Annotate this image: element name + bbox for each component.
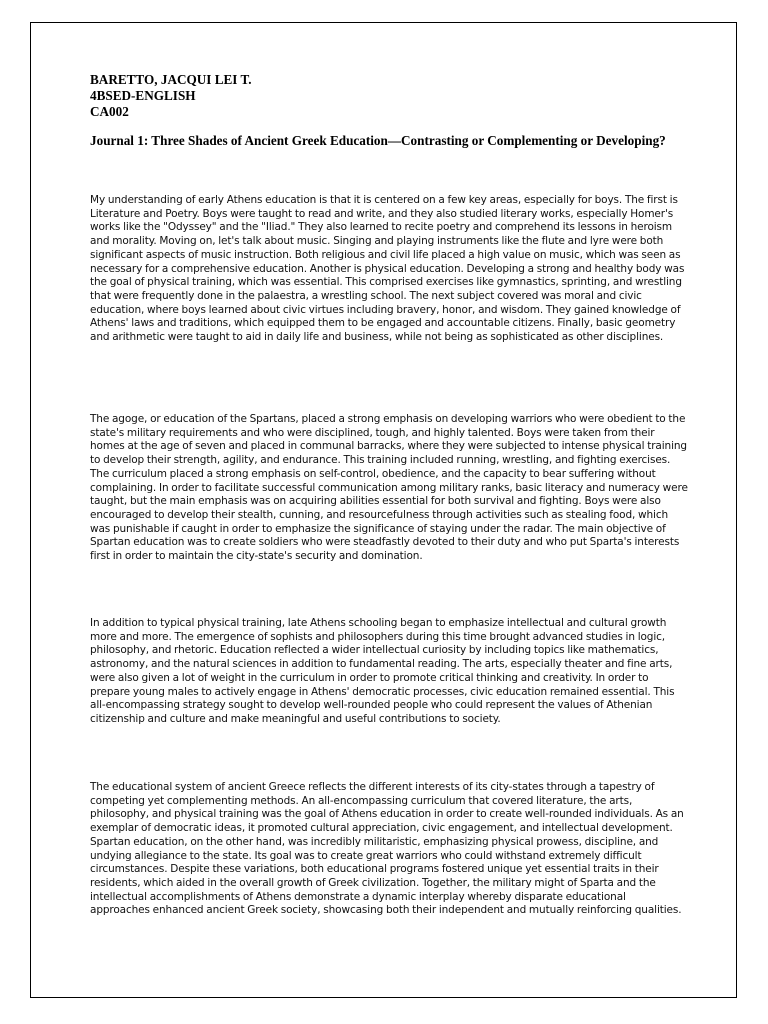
student-section: CA002: [90, 104, 129, 119]
student-header: [90, 72, 690, 120]
paragraph-early-athens: My understanding of early Athens education is that it is centered on a few key areas, especially for boys. The first is Literature and Poetry. Boys were taught to read and write, and they also studied literary works, especially Homer's works like the "Odyssey" and the "Iliad." They also learned to recite poetry and comprehend its lessons in heroism and morality. Moving on, let's talk about music. Singing and playing instruments like the flute and lyre were both significant aspects of music instruction. Both religious and civil life placed a high value on music, which was seen as necessary for a comprehensive education. Another is physical education. Developing a strong and healthy body was the goal of physical training, which was essential. This comprised exercises like gymnastics, sprinting, and wrestling that were frequently done in the palaestra, a wrestling school. The next subject covered was moral and civic education, where boys learned about civic virtues including bravery, honor, and wisdom. They gained knowledge of Athens' laws and traditions, which equipped them to be engaged and accountable citizens. Finally, basic geometry and arithmetic were taught to aid in daily life and business, while not being as sophisticated as other disciplines.: [90, 194, 685, 344]
paragraph-sparta: The agoge, or education of the Spartans, placed a strong emphasis on developing warriors who were obedient to the state's military requirements and who were disciplined, tough, and highly talented. Boys were taken from their homes at the age of seven and placed in communal barracks, where they were subjected to intense physical training to develop their strength, agility, and endurance. This training included running, wrestling, and fighting exercises. The curriculum placed a strong emphasis on self-control, obedience, and the capacity to bear suffering without complaining. In order to facilitate successful communication among military ranks, basic literacy and numeracy were taught, but the main emphasis was on acquiring abilities essential for both survival and fighting. Boys were also encouraged to develop their stealth, cunning, and resourcefulness through activities such as stealing food, which was punishable if caught in order to emphasize the significance of staying under the radar. The main objective of Spartan education was to create soldiers who were steadfastly devoted to their duty and who put Sparta's interests first in order to maintain the city-state's security and domination.: [90, 413, 688, 563]
paragraph-conclusion: The educational system of ancient Greece reflects the different interests of its city-states through a tapestry of competing yet complementing methods. An all-encompassing curriculum that covered literature, the arts, philosophy, and physical training was the goal of Athens education in order to create well-rounded individuals. As an exemplar of democratic ideas, it promoted cultural appreciation, civic engagement, and intellectual development. Spartan education, on the other hand, was incredibly militaristic, emphasizing physical prowess, discipline, and undying allegiance to the state. Its goal was to create great warriors who could withstand extremely difficult circumstances. Despite these variations, both educational programs fostered unique yet essential traits in their residents, which aided in the overall growth of Greek civilization. Together, the military might of Sparta and the intellectual accomplishments of Athens demonstrate a dynamic interplay whereby disparate educational approaches enhanced ancient Greek society, showcasing both their independent and mutually reinforcing qualities.: [90, 781, 684, 917]
student-program: 4BSED-ENGLISH: [90, 88, 196, 103]
student-name: BARETTO, JACQUI LEI T.: [90, 72, 252, 87]
journal-title: Journal 1: Three Shades of Ancient Greek Education—Contrasting or Complementing or Developing?: [90, 133, 666, 148]
paragraph-late-athens: In addition to typical physical training, late Athens schooling began to emphasize intellectual and cultural growth more and more. The emergence of sophists and philosophers during this time brought advanced studies in logic, philosophy, and rhetoric. Education reflected a wider intellectual curiosity by including topics like mathematics, astronomy, and the natural sciences in addition to fundamental reading. The arts, especially theater and fine arts, were also given a lot of weight in the curriculum in order to promote critical thinking and creativity. In order to prepare young males to actively engage in Athens' democratic processes, civic education remained essential. This all-encompassing strategy sought to develop well-rounded people who could represent the values of Athenian citizenship and culture and make meaningful and useful contributions to society.: [90, 617, 675, 725]
